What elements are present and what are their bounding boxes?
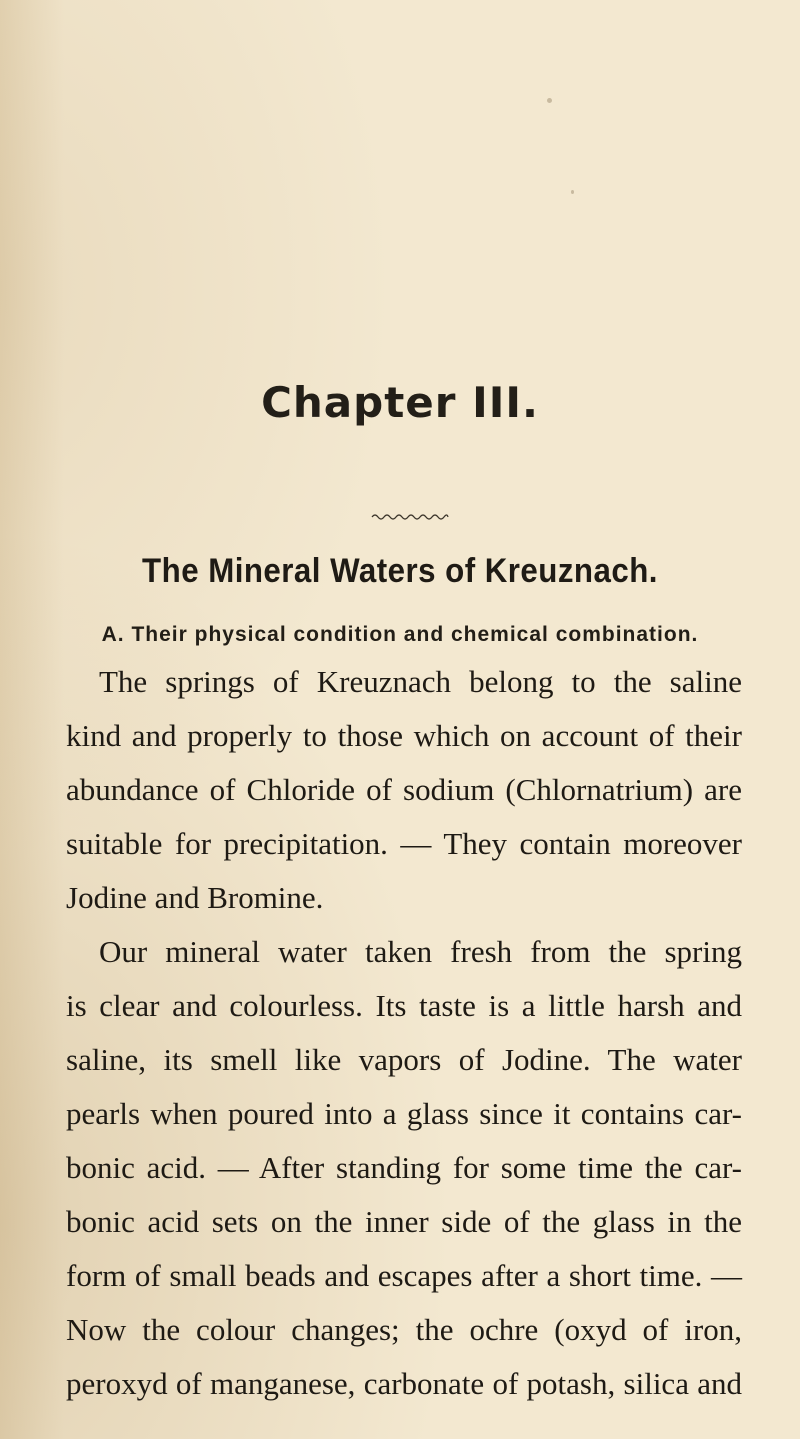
text-line: Jodine and Bromine. <box>66 880 324 915</box>
text-line: The springs of Kreuznach belong to the saline <box>99 664 742 699</box>
text-line: abundance of Chloride of sodium (Chlornatrium) are <box>66 772 742 807</box>
text-line: kind and properly to those which on account of their <box>66 718 742 753</box>
text-line: peroxyd of manganese, carbonate of potash, silica and <box>66 1366 742 1401</box>
text-line: pearls when poured into a glass since it contains car- <box>66 1096 742 1131</box>
text-line: bonic acid sets on the inner side of the glass in the <box>66 1204 742 1239</box>
text-line: Now the colour changes; the ochre (oxyd of iron, <box>66 1312 742 1347</box>
text-line: suitable for precipitation. — They contain moreover <box>66 826 742 861</box>
chapter-title: Chapter III. <box>261 378 539 427</box>
wavy-divider-ornament <box>370 512 450 522</box>
subsection-title: A. Their physical condition and chemical combination. <box>101 623 699 646</box>
body-text <box>66 655 742 1411</box>
text-line: bonic acid. — After standing for some time the car- <box>66 1150 742 1185</box>
ink-speck <box>571 190 574 194</box>
text-line: is clear and colourless. Its taste is a little harsh and <box>66 988 742 1023</box>
text-line: saline, its smell like vapors of Jodine. The water <box>66 1042 742 1077</box>
section-title: The Mineral Waters of Kreuznach. <box>142 552 658 590</box>
text-line: Our mineral water taken fresh from the spring <box>99 934 742 969</box>
ink-speck <box>547 98 552 103</box>
text-line: form of small beads and escapes after a short time. — <box>66 1258 742 1293</box>
